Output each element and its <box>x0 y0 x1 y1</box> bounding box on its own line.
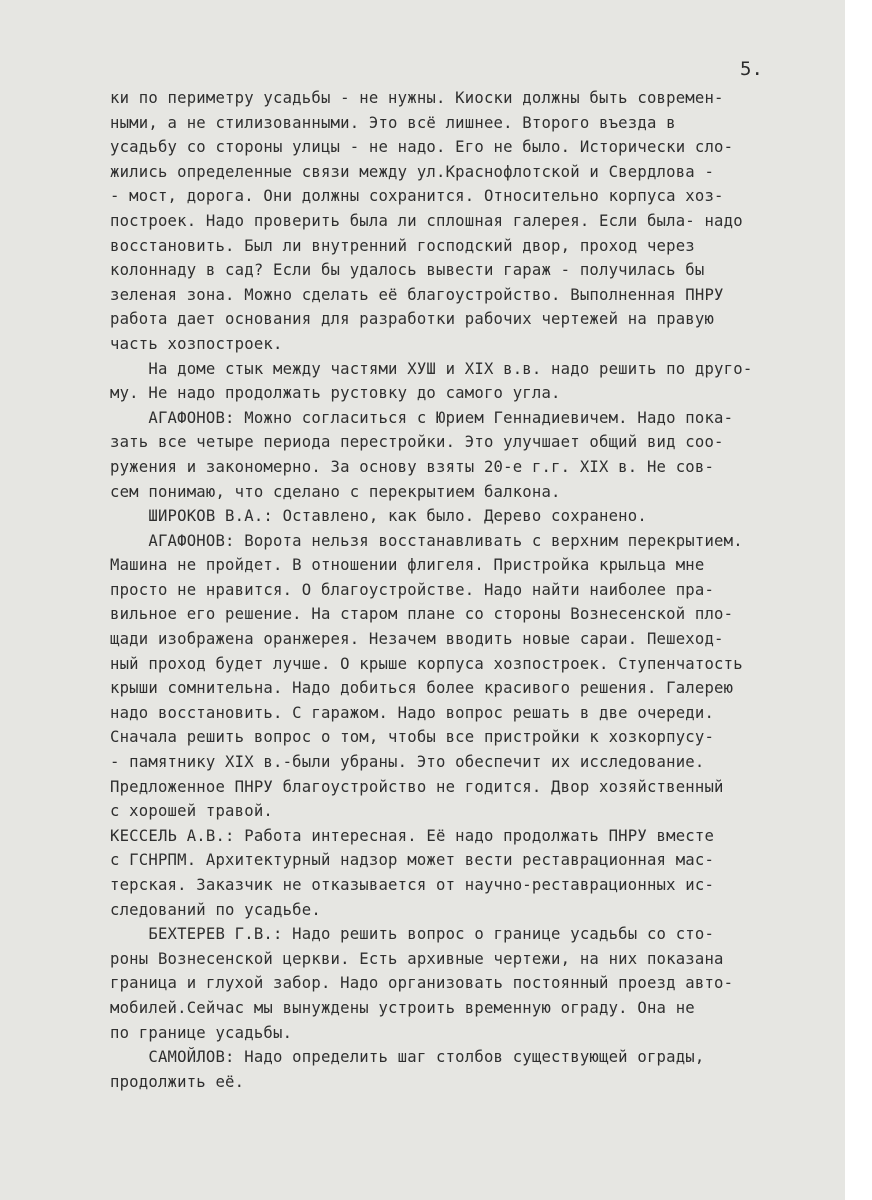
text-line: жились определенные связи между ул.Краснофлотской и Свердлова - <box>110 162 715 181</box>
text-line: АГАФОНОВ: Ворота нельзя восстанавливать с верхним перекрытием. <box>110 531 743 550</box>
text-line: роны Вознесенской церкви. Есть архивные чертежи, на них показана <box>110 949 724 968</box>
text-line: с ГСНРПМ. Архитектурный надзор может вести реставрационная мас- <box>110 851 715 870</box>
text-line: На доме стык между частями ХУШ и XIX в.в. надо решить по друго- <box>110 359 753 378</box>
text-line: терская. Заказчик не отказывается от научно-реставрационных ис- <box>110 876 715 894</box>
text-line: граница и глухой забор. Надо организовать постоянный проезд авто- <box>110 974 734 993</box>
text-line: ными, а не стилизованными. Это всё лишнее. Второго въезда в <box>110 113 676 132</box>
text-line: усадьбу со стороны улицы - не надо. Его не было. Исторически сло- <box>110 138 734 157</box>
text-line: ки по периметру усадьбы - не нужны. Киоски должны быть современ- <box>110 89 724 107</box>
text-line: ный проход будет лучше. О крыше корпуса хозпостроек. Ступенчатость <box>110 654 743 673</box>
text-line: ШИРОКОВ В.А.: Оставлено, как было. Дерево сохранено. <box>110 507 647 526</box>
text-line: восстановить. Был ли внутренний господский двор, проход через <box>110 236 695 255</box>
text-line: мобилей.Сейчас мы вынуждены устроить временную ограду. Она не <box>110 998 695 1017</box>
text-line: АГАФОНОВ: Можно согласиться с Юрием Геннадиевичем. Надо пока- <box>110 408 734 427</box>
text-line: - мост, дорога. Они должны сохранится. Относительно корпуса хоз- <box>110 187 724 206</box>
text-line: продолжить её. <box>110 1072 245 1091</box>
text-line: щади изображена оранжерея. Незачем вводить новые сараи. Пешеход- <box>110 630 724 649</box>
text-line: Предложенное ПНРУ благоустройство не годится. Двор хозяйственный <box>110 777 724 796</box>
text-line: вильное его решение. На старом плане со стороны Вознесенской пло- <box>110 605 734 624</box>
text-line: просто не нравится. О благоустройстве. Надо найти наиболее пра- <box>110 580 715 599</box>
text-line: зать все четыре периода перестройки. Это улучшает общий вид соо- <box>110 433 724 452</box>
text-line: Сначала решить вопрос о том, чтобы все пристройки к хозкорпусу- <box>110 728 715 747</box>
text-line: ружения и закономерно. За основу взяты 20-е г.г. XIX в. Не сов- <box>110 457 715 476</box>
text-line: с хорошей травой. <box>110 802 273 821</box>
text-line: построек. Надо проверить была ли сплошная галерея. Если была- надо <box>110 211 743 230</box>
text-line: БЕХТЕРЕВ Г.В.: Надо решить вопрос о границе усадьбы со сто- <box>110 925 715 944</box>
text-line: по границе усадьбы. <box>110 1023 293 1042</box>
text-line: следований по усадьбе. <box>110 900 321 919</box>
text-line: Машина не пройдет. В отношении флигеля. Пристройка крыльца мне <box>110 556 705 575</box>
text-line: работа дает основания для разработки рабочих чертежей на правую <box>110 310 715 329</box>
document-body <box>110 86 830 1094</box>
scan-margin <box>845 0 872 1200</box>
text-line: зеленая зона. Можно сделать её благоустройство. Выполненная ПНРУ <box>110 285 724 304</box>
text-line: сем понимаю, что сделано с перекрытием балкона. <box>110 482 561 501</box>
text-line: надо восстановить. С гаражом. Надо вопрос решать в две очереди. <box>110 703 715 722</box>
page-number: 5. <box>740 58 763 80</box>
text-line: крыши сомнительна. Надо добиться более красивого решения. Галерею <box>110 679 734 698</box>
text-line: колоннаду в сад? Если бы удалось вывести гараж - получилась бы <box>110 261 705 280</box>
text-line: САМОЙЛОВ: Надо определить шаг столбов существующей ограды, <box>110 1048 705 1067</box>
text-line: КЕССЕЛЬ А.В.: Работа интересная. Её надо продолжать ПНРУ вместе <box>110 826 715 845</box>
text-line: часть хозпостроек. <box>110 334 283 353</box>
text-line: - памятнику XIX в.-были убраны. Это обеспечит их исследование. <box>110 753 705 772</box>
text-line: му. Не надо продолжать рустовку до самого угла. <box>110 384 561 403</box>
